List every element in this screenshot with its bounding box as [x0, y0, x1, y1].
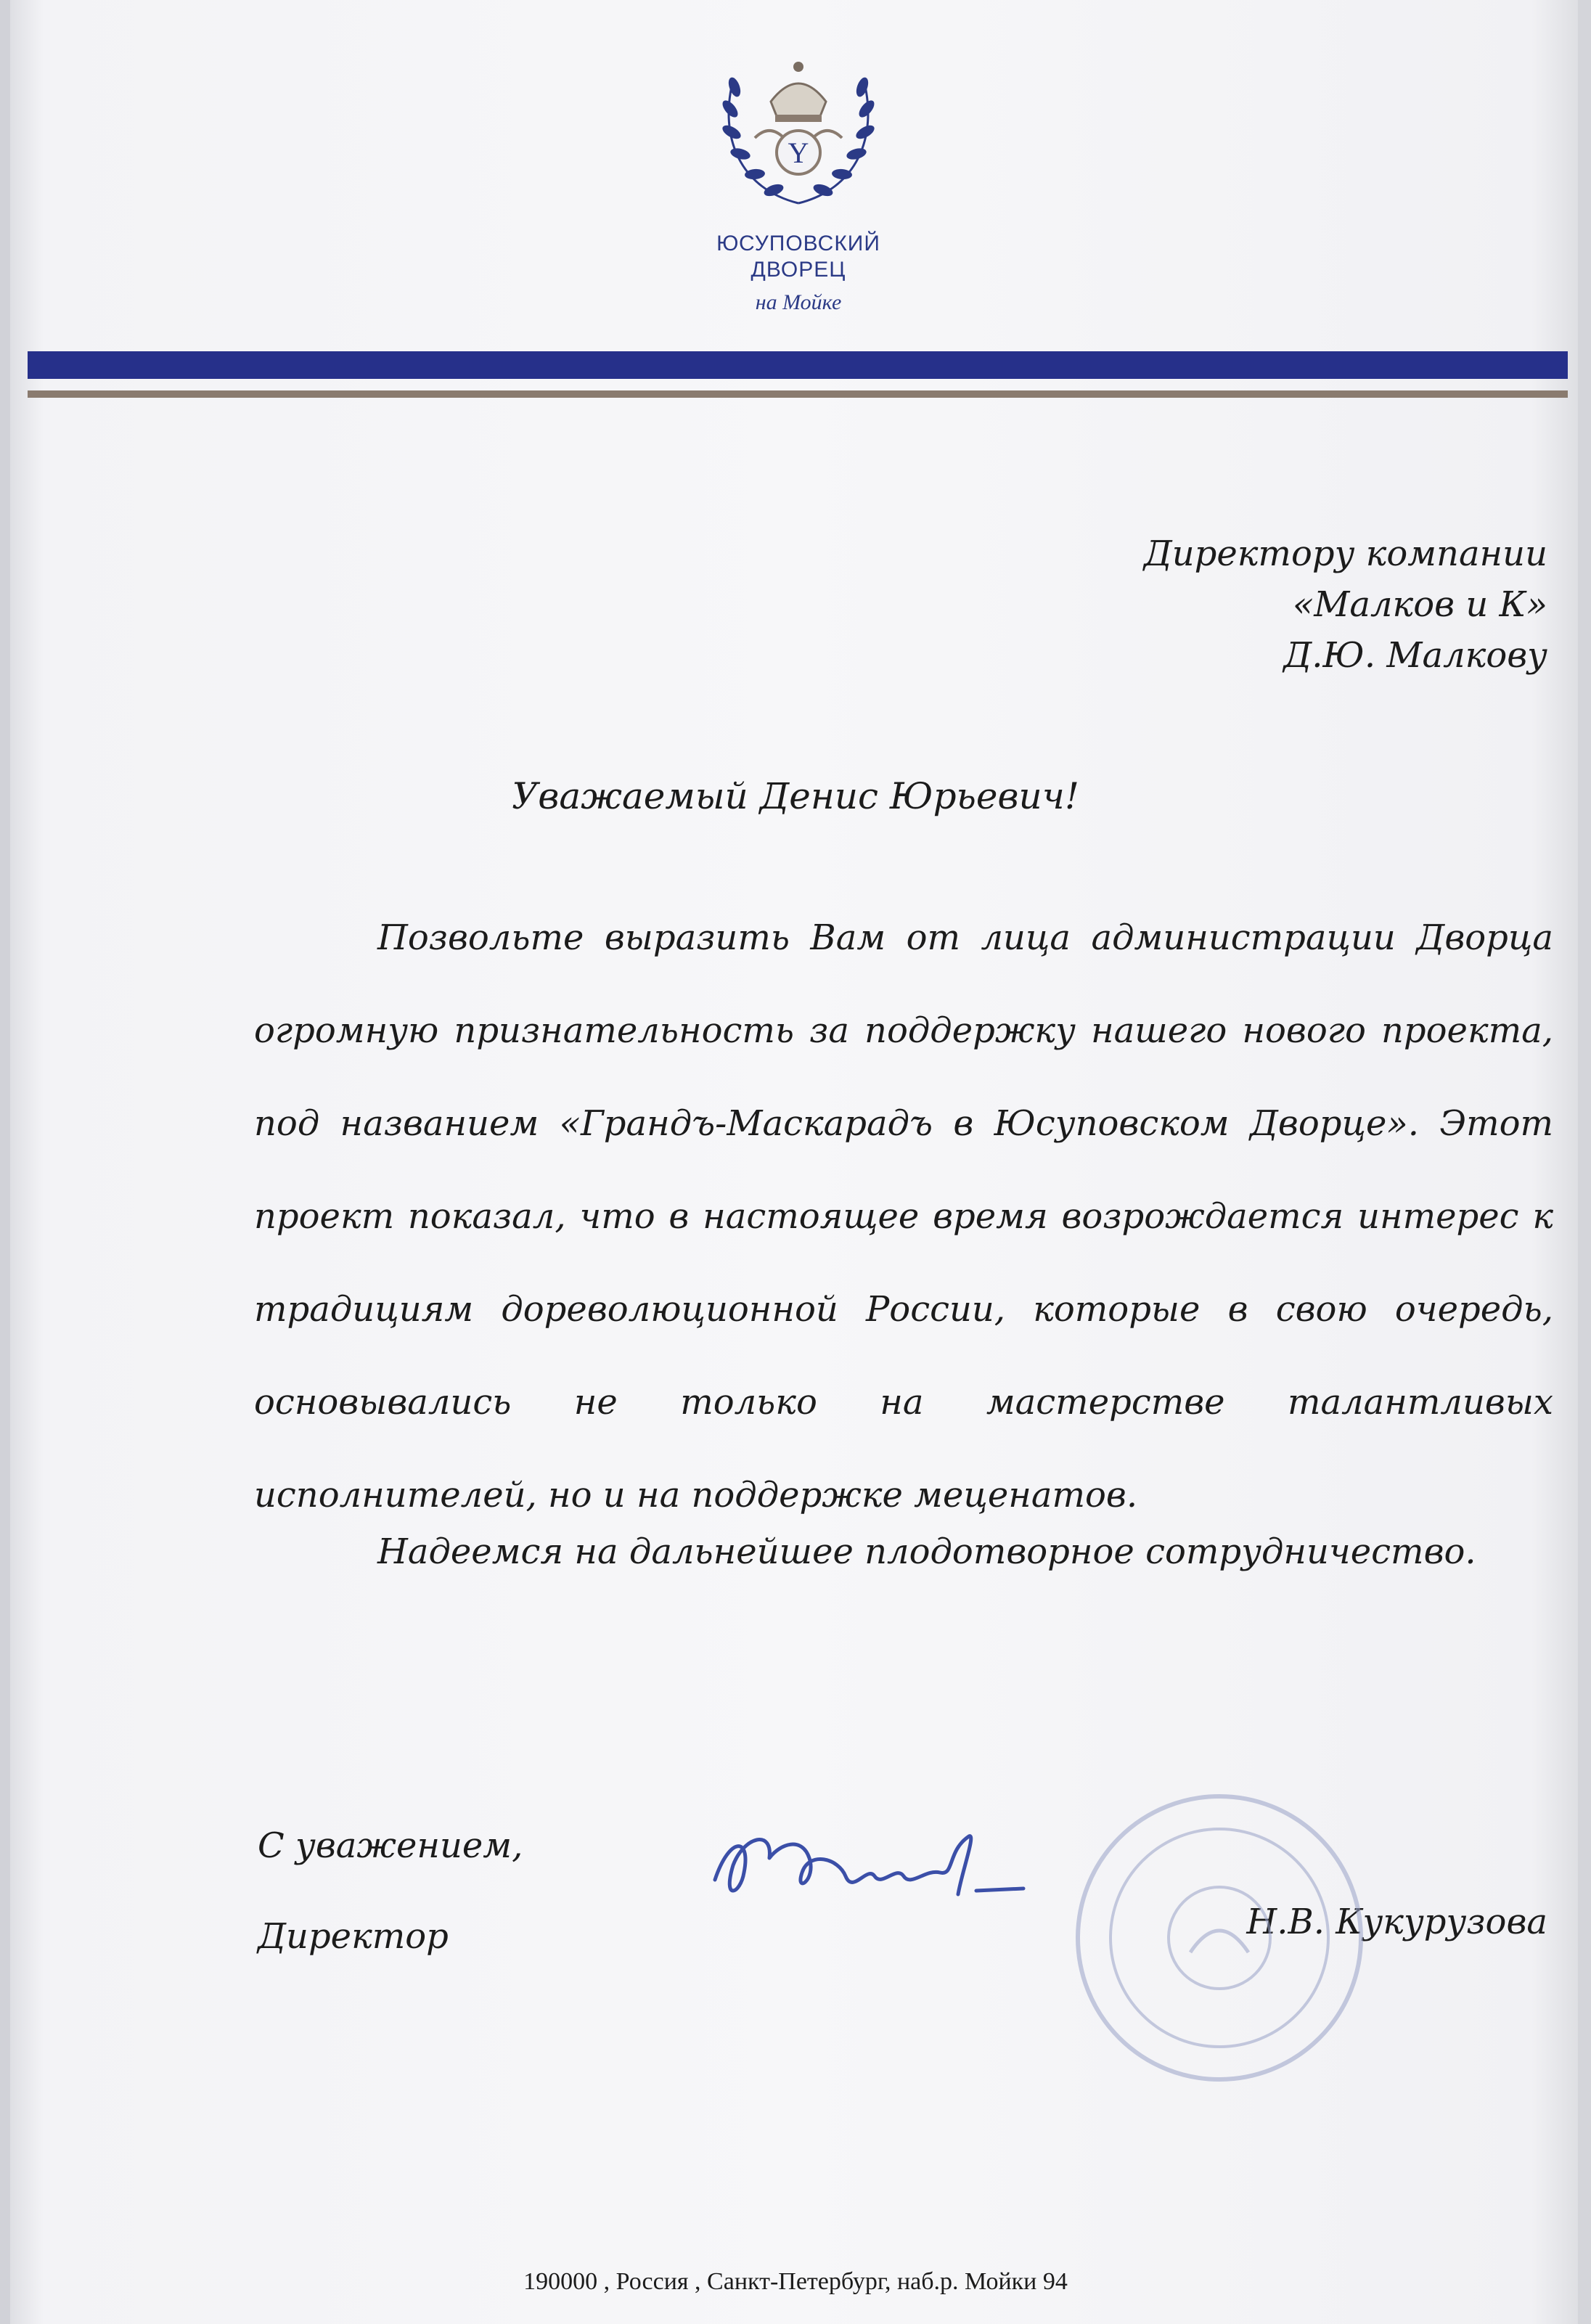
header-band-brown — [28, 390, 1568, 398]
scan-edge-left — [0, 0, 10, 2324]
palace-brand-name — [653, 231, 944, 283]
round-stamp — [1067, 1785, 1372, 2090]
recipient-block — [894, 528, 1547, 681]
handwritten-signature — [700, 1807, 1034, 1931]
regards: С уважением, — [258, 1825, 523, 1866]
recipient-line-1: Директору компании — [1143, 533, 1547, 574]
recipient-line-3: Д.Ю. Малкову — [1283, 635, 1547, 676]
brand-line-2: ДВОРЕЦ — [750, 258, 846, 282]
greeting: Уважаемый Денис Юрьевич! — [512, 775, 1079, 817]
scan-edge-right — [1578, 0, 1591, 2324]
svg-text:Y: Y — [788, 136, 809, 169]
recipient-line-2: «Малков и К» — [1292, 584, 1547, 625]
header-band-blue — [28, 351, 1568, 379]
closing-paragraph: Надеемся на дальнейшее плодотворное сотрудничество. — [377, 1531, 1476, 1572]
body-paragraph: Позвольте выразить Вам от лица администрации Дворца огромную признательность за поддержку нашего нового проекта, под названием «Грандъ-Маскарадъ в Юсуповском Дворце». Этот проект показал, что в настоящее время возрождается интерес к традициям дореволюционной России, которые в свою очередь, основывались не только на мастерстве талантливых исполнителей, но и на поддержке меценатов. — [254, 917, 1553, 1515]
brand-line-1: ЮСУПОВСКИЙ — [716, 232, 880, 255]
footer-address: 190000 , Россия , Санкт-Петербург, наб.р. Мойки 94 — [523, 2268, 1068, 2295]
palace-crest-logo — [711, 36, 886, 210]
brand-subtitle: на Мойке — [755, 290, 842, 314]
signer-position: Директор — [258, 1916, 449, 1957]
signer-name: Н.В. Кукурузова — [1246, 1902, 1547, 1942]
